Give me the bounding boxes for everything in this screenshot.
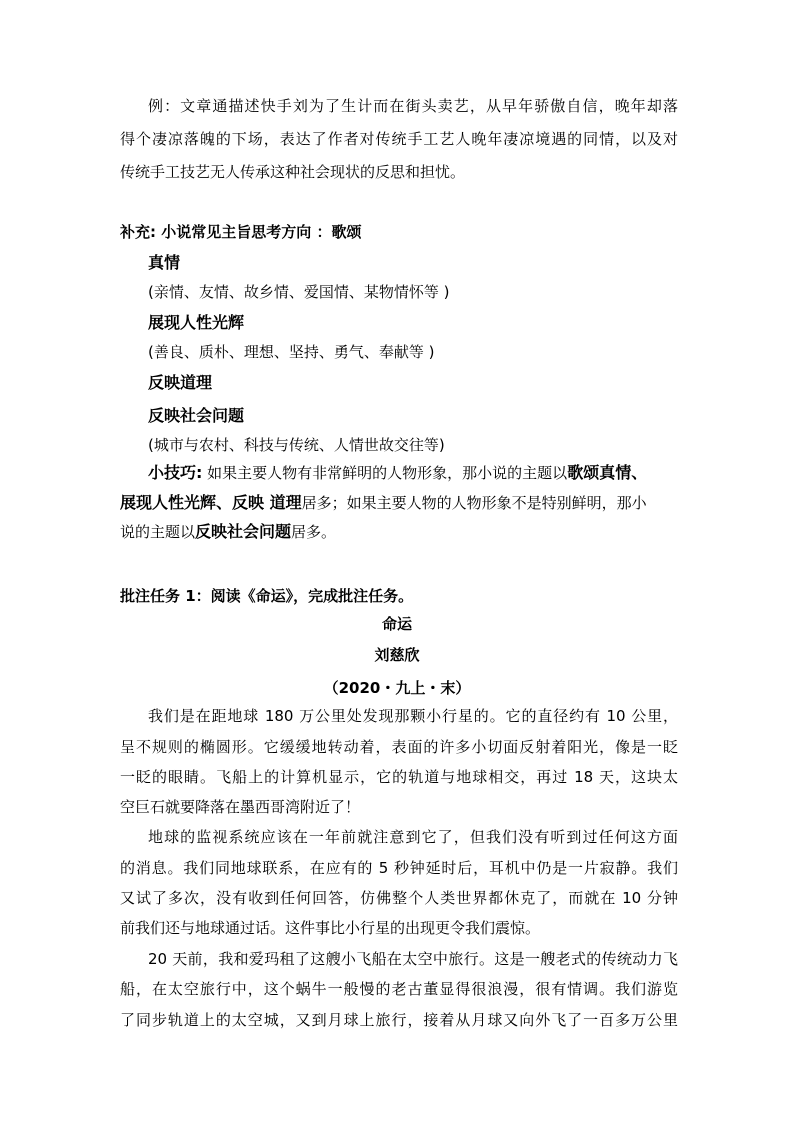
theme-item-title: 反映社会问题 — [148, 406, 245, 425]
theme-item-note: (城市与农村、科技与传统、人情世故交往等) — [148, 436, 445, 454]
tip-text: 说的主题以 — [120, 523, 196, 541]
story-source: （2020・九上・末） — [323, 679, 471, 697]
story-line: 船，在太空旅行中，这个蜗牛一般慢的老古董显得很浪漫，很有情调。我们游览 — [120, 980, 678, 998]
example-line-1: 例：文章通描述快手刘为了生计而在街头卖艺，从早年骄傲自信，晚年却落 — [148, 97, 678, 115]
tip-line-1 — [148, 463, 647, 483]
tip-text: 居多；如果主要人物的人物形象不是特别鲜明，那小 — [301, 494, 647, 512]
story-author: 刘慈欣 — [374, 646, 420, 664]
tip-emphasis: 展现人性光辉、反映 道理 — [120, 493, 302, 512]
story-title: 命运 — [381, 615, 412, 633]
theme-item-note: (善良、质朴、理想、坚持、勇气、奉献等 ) — [148, 343, 435, 361]
tip-emphasis: 歌颂真情、 — [567, 463, 648, 482]
story-line: 呈不规则的椭圆形。它缓缓地转动着，表面的许多小切面反射着阳光，像是一眨 — [120, 738, 678, 756]
tip-text: 如果主要人物有非常鲜明的人物形象，那小说的主题以 — [202, 464, 568, 482]
tip-emphasis: 反映社会问题 — [195, 522, 292, 541]
story-line: 我们是在距地球 180 万公里处发现那颗小行星的。它的直径约有 10 公里， — [148, 707, 678, 725]
example-line-3: 传统手工技艺无人传承这种社会现状的反思和担忧。 — [120, 163, 466, 181]
example-line-2: 得个凄凉落魄的下场，表达了作者对传统手工艺人晚年凄凉境遇的同情，以及对 — [120, 130, 678, 148]
story-line: 前我们还与地球通过话。这件事比小行星的出现更令我们震惊。 — [120, 919, 541, 937]
tip-line-2 — [120, 493, 647, 513]
theme-item-note: (亲情、友情、故乡情、爱国情、某物情怀等 ) — [148, 283, 450, 301]
story-line: 又试了多次，没有收到任何回答，仿佛整个人类世界都休克了，而就在 10 分钟 — [120, 889, 678, 907]
story-line: 地球的监视系统应该在一年前就注意到它了，但我们没有听到过任何这方面 — [148, 828, 678, 846]
story-line: 了同步轨道上的太空城，又到月球上旅行，接着从月球又向外飞了一百多万公里 — [120, 1011, 678, 1029]
theme-item-title: 反映道理 — [148, 373, 213, 392]
task-heading: 批注任务 1：阅读《命运》，完成批注任务。 — [120, 587, 414, 605]
story-line: 空巨石就要降落在墨西哥湾附近了！ — [120, 798, 361, 816]
supplement-heading: 补充: 小说常见主旨思考方向 ：歌颂 — [120, 223, 362, 241]
tip-label: 小技巧: — [148, 463, 203, 482]
story-line: 20 天前，我和爱玛租了这艘小飞船在太空中旅行。这是一艘老式的传统动力飞 — [148, 950, 678, 968]
theme-item-title: 真情 — [148, 253, 181, 272]
tip-text: 居多。 — [291, 523, 337, 541]
story-line: 的消息。我们同地球联系，在应有的 5 秒钟延时后，耳机中仍是一片寂静。我们 — [120, 859, 678, 877]
story-line: 一眨的眼睛。飞船上的计算机显示，它的轨道与地球相交，再过 18 天，这块太 — [120, 768, 678, 786]
tip-line-3 — [120, 522, 336, 542]
theme-item-title: 展现人性光辉 — [148, 313, 245, 332]
